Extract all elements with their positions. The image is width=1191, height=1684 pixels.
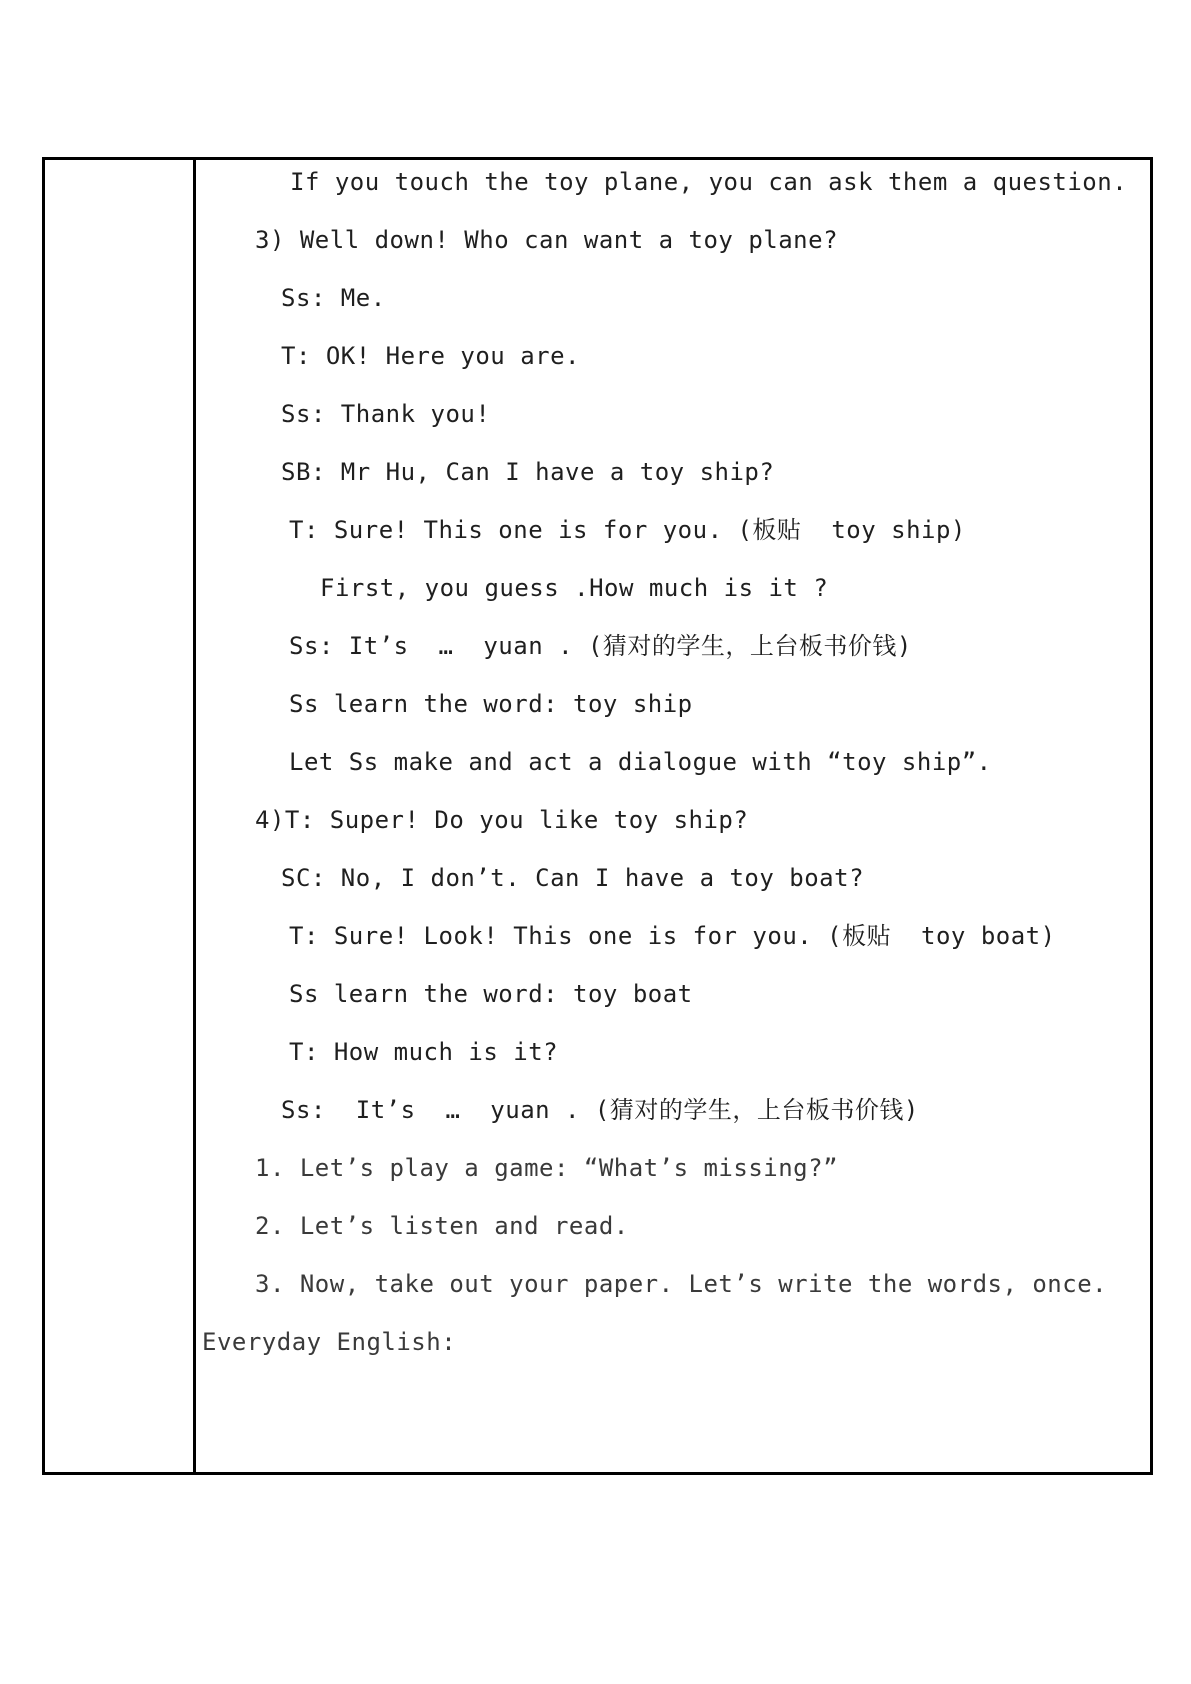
text-line: Ss: Thank you! <box>281 400 491 428</box>
text-line: T: Sure! Look! This one is for you. (板贴 toy boat) <box>289 922 1056 950</box>
text-line: Ss learn the word: toy boat <box>289 980 693 1008</box>
text-line: Everyday English: <box>202 1328 457 1356</box>
text-line: First, you guess .How much is it ? <box>320 574 829 602</box>
text-line: 2. Let’s listen and read. <box>255 1212 629 1240</box>
procedure-cell <box>196 160 1150 1472</box>
text-line: If you touch the toy plane, you can ask them a question. <box>290 168 1128 196</box>
text-line: T: OK! Here you are. <box>281 342 580 370</box>
text-line: 1. Let’s play a game: “What’s missing?” <box>255 1154 839 1182</box>
text-line: SC: No, I don’t. Can I have a toy boat? <box>281 864 865 892</box>
text-line: SB: Mr Hu, Can I have a toy ship? <box>281 458 775 486</box>
text-line: 3. Now, take out your paper. Let’s write the words, once. <box>255 1270 1108 1298</box>
text-line: Let Ss make and act a dialogue with “toy ship”. <box>289 748 992 776</box>
text-line: 3) Well down! Who can want a toy plane? <box>255 226 839 254</box>
lesson-plan-table <box>42 157 1153 1475</box>
text-line: T: How much is it? <box>289 1038 559 1066</box>
left-cell <box>45 160 193 1472</box>
text-line: Ss: Me. <box>281 284 386 312</box>
text-line: Ss learn the word: toy ship <box>289 690 693 718</box>
text-line: Ss: It’s … yuan . (猜对的学生，上台板书价钱) <box>281 1096 919 1124</box>
text-line: 4)T: Super! Do you like toy ship? <box>255 806 749 834</box>
text-line: Ss: It’s … yuan . (猜对的学生，上台板书价钱) <box>289 632 912 660</box>
text-line: T: Sure! This one is for you. (板贴 toy ship) <box>289 516 966 544</box>
